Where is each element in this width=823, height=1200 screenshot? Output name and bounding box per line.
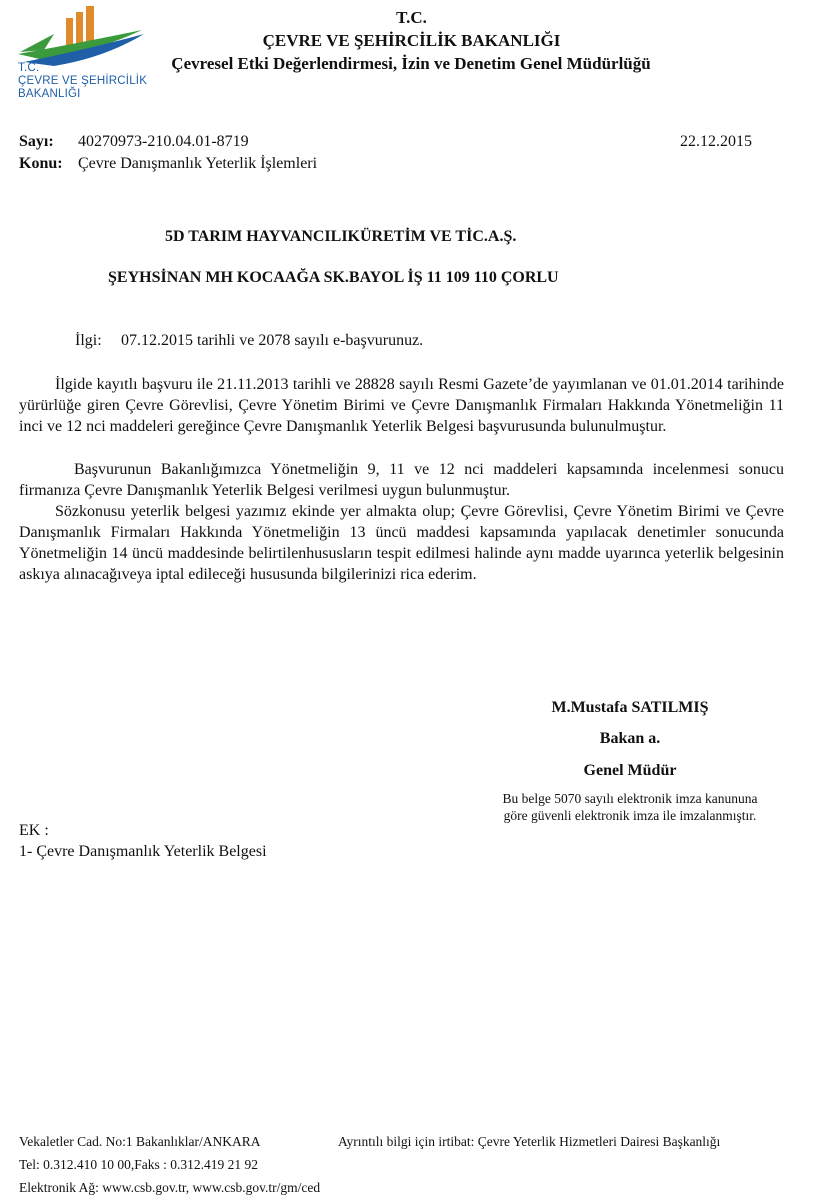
ilgi-text: 07.12.2015 tarihli ve 2078 sayılı e-başvurunuz. xyxy=(121,332,424,349)
body-paragraph-2: Başvurunun Bakanlığımızca Yönetmeliğin 9, 11 ve 12 nci maddeleri kapsamında incelenmesi sonucu firmanıza Çevre Danışmanlık Yeterlik Belgesi verilmesi uygun bulunmuştur. xyxy=(19,461,784,499)
esign-notice-line-2: göre güvenli elektronik imza ile imzalanmıştır. xyxy=(503,808,757,823)
signatory-on-behalf: Bakan a. xyxy=(599,730,661,747)
header-directorate: Çevresel Etki Değerlendirmesi, İzin ve Denetim Genel Müdürlüğü xyxy=(171,54,651,73)
footer-address: Vekaletler Cad. No:1 Bakanlıklar/ANKARA xyxy=(19,1134,261,1149)
logo-text-bakanligi: BAKANLIĞI xyxy=(18,88,81,100)
body-paragraph-1: İlgide kayıtlı başvuru ile 21.11.2013 tarihli ve 28828 sayılı Resmi Gazete’de yayımlanan ve 01.01.2014 tarihinde yürürlüğe giren Çevre Görevlisi, Çevre Yönetim Birimi ve Çevre Danışmanlık Firmaları Hakkında Yönetmeliğin 11 inci ve 12 nci maddeleri gereğince Çevre Danışmanlık Yeterlik Belgesi başvurusunda bulunulmuştur. xyxy=(19,376,784,435)
esign-notice-line-1: Bu belge 5070 sayılı elektronik imza kanununa xyxy=(502,791,758,806)
footer-phone: Tel: 0.312.410 10 00,Faks : 0.312.419 21 92 xyxy=(19,1157,259,1172)
recipient-name: 5D TARIM HAYVANCILIKÜRETİM VE TİC.A.Ş. xyxy=(165,228,517,245)
signatory-name: M.Mustafa SATILMIŞ xyxy=(551,699,709,716)
body-paragraph-3: Sözkonusu yeterlik belgesi yazımız ekinde yer almakta olup; Çevre Görevlisi, Çevre Yönetim Birimi ve Çevre Danışmanlık Firmaları Hakkında Yönetmeliğin 13 üncü maddesi kapsamında yapılacak denetimler sonucunda Yönetmeliğin 14 üncü maddesinde belirtilenhususların tespit edilmesi halinde aynı madde uyarınca yeterlik belgesinin askıya alınacağıveya iptal edileceği hususunda bilgilerinizi rica ederim. xyxy=(19,503,784,583)
header-tc: T.C. xyxy=(396,8,427,27)
document-date: 22.12.2015 xyxy=(680,133,752,150)
attachment-item: 1- Çevre Danışmanlık Yeterlik Belgesi xyxy=(19,843,267,860)
footer-contact-info: Ayrıntılı bilgi için irtibat: Çevre Yeterlik Hizmetleri Dairesi Başkanlığı xyxy=(338,1134,721,1149)
sayi-value: 40270973-210.04.01-8719 xyxy=(78,133,249,150)
konu-label: Konu: xyxy=(19,155,63,172)
logo-text-tc: T.C. xyxy=(18,62,40,74)
footer-web: Elektronik Ağ: www.csb.gov.tr, www.csb.gov.tr/gm/ced xyxy=(19,1180,321,1195)
sayi-label: Sayı: xyxy=(19,133,54,150)
konu-value: Çevre Danışmanlık Yeterlik İşlemleri xyxy=(78,155,318,172)
recipient-address: ŞEYHSİNAN MH KOCAAĞA SK.BAYOL İŞ 11 109 110 ÇORLU xyxy=(108,269,559,286)
header-ministry: ÇEVRE VE ŞEHİRCİLİK BAKANLIĞI xyxy=(262,31,561,50)
ilgi-label: İlgi: xyxy=(75,332,102,349)
attachments-label: EK : xyxy=(19,822,49,839)
signatory-title: Genel Müdür xyxy=(583,762,677,779)
logo-text-ministry: ÇEVRE VE ŞEHİRCİLİK xyxy=(18,75,148,87)
